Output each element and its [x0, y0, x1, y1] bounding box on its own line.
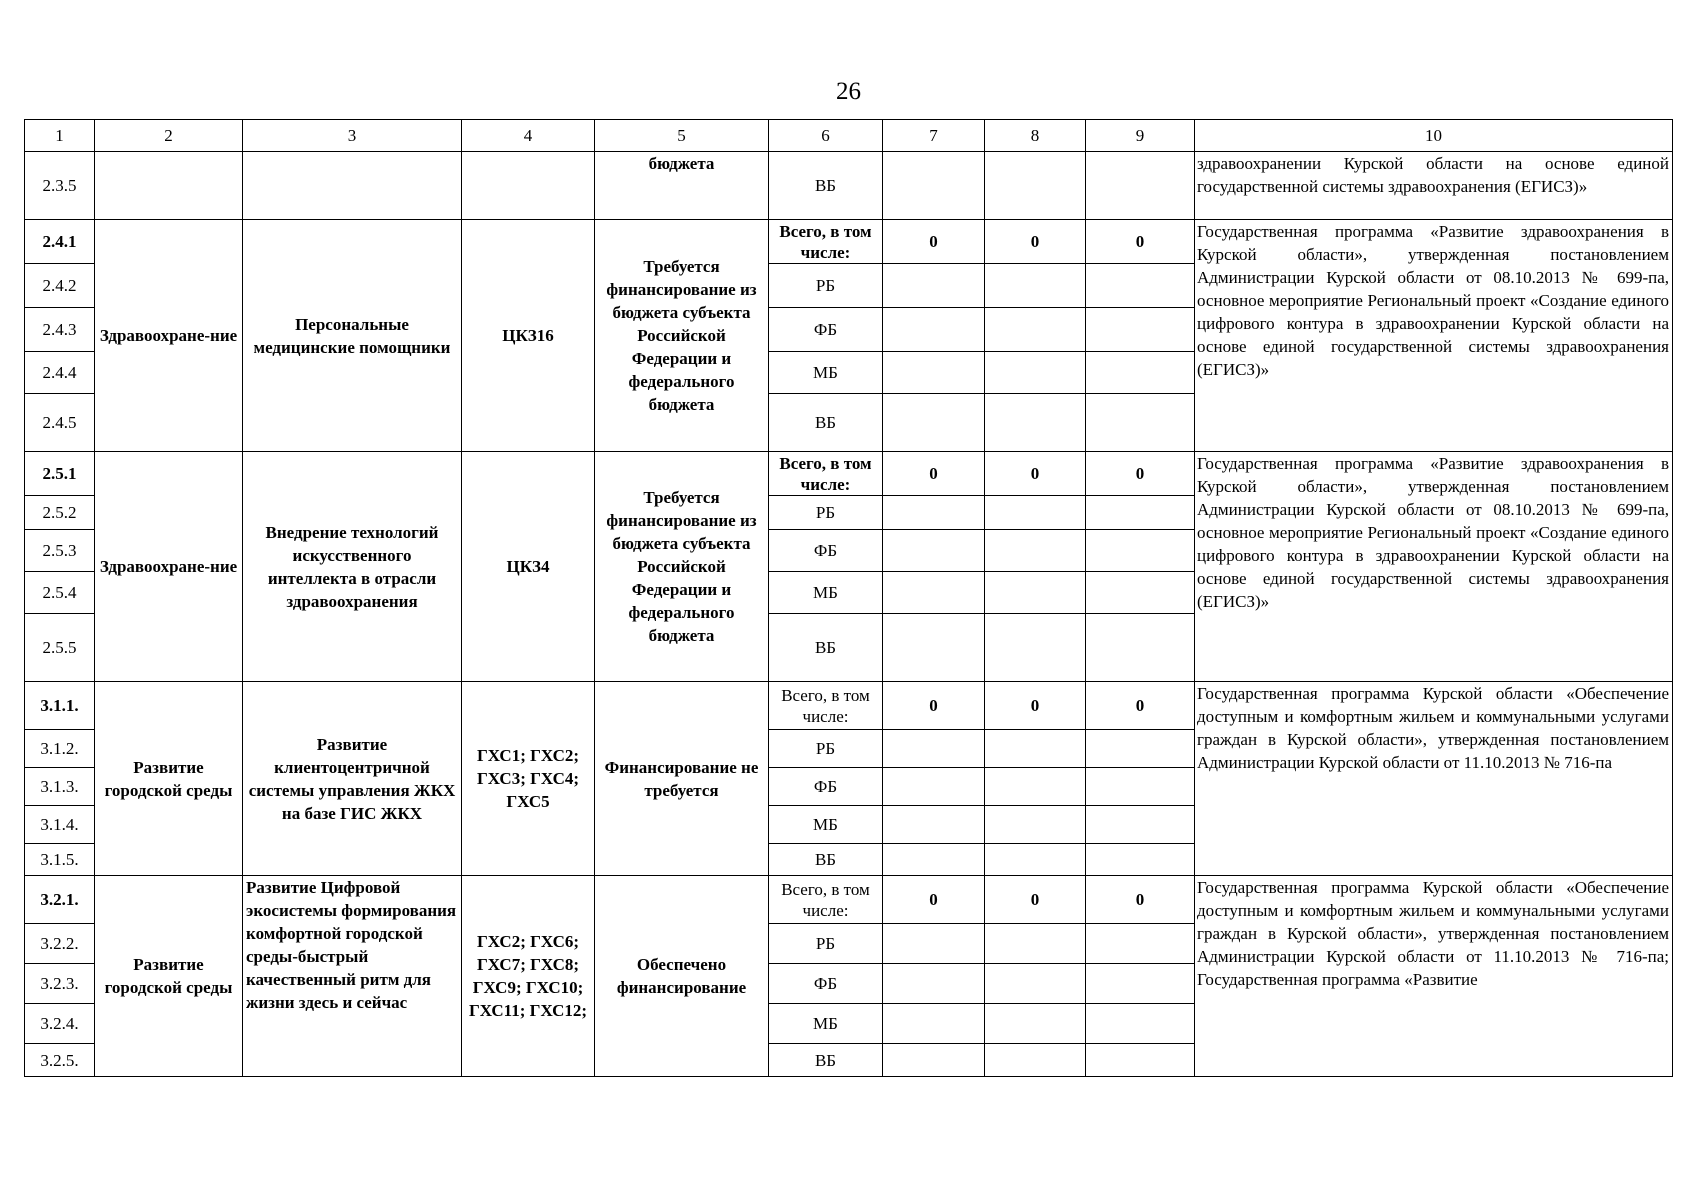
value-cell: [883, 308, 985, 352]
value-cell: [985, 1044, 1086, 1077]
value-cell: [883, 964, 985, 1004]
source-label: РБ: [769, 264, 883, 308]
value-cell: [985, 768, 1086, 806]
source-label: РБ: [769, 924, 883, 964]
value-cell: 0: [985, 682, 1086, 730]
source-label: ВБ: [769, 394, 883, 452]
col-header: 2: [95, 120, 243, 152]
table-row: [25, 452, 1673, 496]
col-header: 5: [595, 120, 769, 152]
value-cell: [1086, 152, 1195, 220]
source-total-label: Всего, в том числе:: [769, 452, 883, 496]
row-number: 3.2.4.: [25, 1004, 95, 1044]
direction-cell: Развитие городской среды: [95, 876, 243, 1077]
table-row: [25, 876, 1673, 924]
code-cell: ЦКЗ16: [462, 220, 595, 452]
source-total-label: Всего, в том числе:: [769, 220, 883, 264]
value-cell: [1086, 730, 1195, 768]
activity-name-cell: Развитие Цифровой экосистемы формирования комфортной городской среды-быстрый качественный ритм для жизни здесь и сейчас: [243, 876, 462, 1077]
value-cell: [883, 394, 985, 452]
value-cell: [985, 572, 1086, 614]
finance-cell: Требуется финансирование из бюджета субъекта Российской Федерации и федерального бюджета: [595, 220, 769, 452]
value-cell: [1086, 844, 1195, 876]
source-label: МБ: [769, 806, 883, 844]
col-header: 3: [243, 120, 462, 152]
row-number: 3.1.2.: [25, 730, 95, 768]
page-number: 26: [836, 78, 861, 105]
value-cell: [1086, 394, 1195, 452]
value-cell: [985, 964, 1086, 1004]
finance-cell: Финансирование не требуется: [595, 682, 769, 876]
value-cell: [883, 730, 985, 768]
value-cell: [985, 152, 1086, 220]
row-number: 3.1.4.: [25, 806, 95, 844]
value-cell: [883, 844, 985, 876]
code-cell: ГХС2; ГХС6; ГХС7; ГХС8; ГХС9; ГХС10; ГХС11; ГХС12;: [462, 876, 595, 1077]
code-cell: [462, 152, 595, 220]
value-cell: [1086, 964, 1195, 1004]
row-number: 2.4.1: [25, 220, 95, 264]
row-number: 3.2.1.: [25, 876, 95, 924]
value-cell: [1086, 530, 1195, 572]
finance-cell: Обеспечено финансирование: [595, 876, 769, 1077]
direction-cell: [95, 152, 243, 220]
source-label: ВБ: [769, 844, 883, 876]
finance-cell: Требуется финансирование из бюджета субъекта Российской Федерации и федерального бюджета: [595, 452, 769, 682]
value-cell: [985, 394, 1086, 452]
value-cell: [1086, 352, 1195, 394]
program-cell: Государственная программа «Развитие здравоохранения в Курской области», утвержденная постановлением Администрации Курской области от 08.10.2013 № 699-па, основное мероприятие Региональный проект «Создание единого цифрового контура в здравоохранении Курской области на основе единой государственной системы здравоохранения (ЕГИСЗ)»: [1195, 220, 1673, 452]
value-cell: [985, 530, 1086, 572]
source-label: ФБ: [769, 530, 883, 572]
value-cell: [985, 844, 1086, 876]
source-total-label: Всего, в том числе:: [769, 682, 883, 730]
value-cell: [1086, 496, 1195, 530]
source-label: РБ: [769, 496, 883, 530]
value-cell: [883, 530, 985, 572]
value-cell: [1086, 806, 1195, 844]
value-cell: 0: [883, 682, 985, 730]
row-number: 2.5.4: [25, 572, 95, 614]
row-number: 3.1.5.: [25, 844, 95, 876]
row-number: 3.2.3.: [25, 964, 95, 1004]
row-number: 2.5.2: [25, 496, 95, 530]
row-number: 2.4.3: [25, 308, 95, 352]
row-number: 2.4.4: [25, 352, 95, 394]
source-label: ВБ: [769, 1044, 883, 1077]
value-cell: [883, 1044, 985, 1077]
header-row: [25, 120, 1673, 152]
activities-table: [24, 119, 1673, 1077]
col-header: 8: [985, 120, 1086, 152]
program-cell: Государственная программа Курской области «Обеспечение доступным и комфортным жильем и коммунальными услугами граждан в Курской области», утвержденная постановлением Администрации Курской области от 11.10.2013 № 716-па: [1195, 682, 1673, 876]
source-label: ФБ: [769, 964, 883, 1004]
source-total-label: Всего, в том числе:: [769, 876, 883, 924]
direction-cell: Здравоохране-ние: [95, 220, 243, 452]
value-cell: [985, 264, 1086, 308]
program-cell: здравоохранении Курской области на основе единой государственной системы здравоохранения (ЕГИСЗ)»: [1195, 152, 1673, 220]
code-cell: ГХС1; ГХС2; ГХС3; ГХС4; ГХС5: [462, 682, 595, 876]
value-cell: [1086, 614, 1195, 682]
value-cell: [883, 806, 985, 844]
value-cell: 0: [883, 876, 985, 924]
row-number: 3.2.2.: [25, 924, 95, 964]
activity-name-cell: Развитие клиентоцентричной системы управления ЖКХ на базе ГИС ЖКХ: [243, 682, 462, 876]
value-cell: 0: [1086, 682, 1195, 730]
value-cell: [985, 614, 1086, 682]
value-cell: 0: [985, 876, 1086, 924]
row-number: 2.4.2: [25, 264, 95, 308]
value-cell: [883, 768, 985, 806]
col-header: 10: [1195, 120, 1673, 152]
value-cell: [883, 614, 985, 682]
activity-name-cell: Внедрение технологий искусственного интеллекта в отрасли здравоохранения: [243, 452, 462, 682]
source-label: ВБ: [769, 614, 883, 682]
value-cell: [985, 352, 1086, 394]
source-label: ФБ: [769, 768, 883, 806]
code-cell: ЦКЗ4: [462, 452, 595, 682]
finance-cell: бюджета: [595, 152, 769, 220]
value-cell: 0: [1086, 220, 1195, 264]
value-cell: [883, 264, 985, 308]
source-label: МБ: [769, 572, 883, 614]
value-cell: [985, 496, 1086, 530]
value-cell: 0: [1086, 876, 1195, 924]
source-cell: ВБ: [769, 152, 883, 220]
value-cell: [883, 352, 985, 394]
value-cell: [883, 1004, 985, 1044]
col-header: 6: [769, 120, 883, 152]
row-number: 3.1.3.: [25, 768, 95, 806]
source-label: ФБ: [769, 308, 883, 352]
value-cell: [1086, 1004, 1195, 1044]
row-number: 3.2.5.: [25, 1044, 95, 1077]
col-header: 9: [1086, 120, 1195, 152]
value-cell: 0: [985, 220, 1086, 264]
value-cell: 0: [1086, 452, 1195, 496]
row-number: 2.5.5: [25, 614, 95, 682]
row-number: 2.5.3: [25, 530, 95, 572]
col-header: 1: [25, 120, 95, 152]
source-label: РБ: [769, 730, 883, 768]
value-cell: [985, 924, 1086, 964]
program-cell: Государственная программа «Развитие здравоохранения в Курской области», утвержденная постановлением Администрации Курской области от 08.10.2013 № 699-па, основное мероприятие Региональный проект «Создание единого цифрового контура в здравоохранении Курской области на основе единой государственной системы здравоохранения (ЕГИСЗ)»: [1195, 452, 1673, 682]
value-cell: [985, 730, 1086, 768]
value-cell: [1086, 924, 1195, 964]
value-cell: [1086, 768, 1195, 806]
value-cell: [985, 806, 1086, 844]
activity-name-cell: Персональные медицинские помощники: [243, 220, 462, 452]
value-cell: [883, 152, 985, 220]
value-cell: [985, 1004, 1086, 1044]
value-cell: [1086, 572, 1195, 614]
value-cell: [883, 924, 985, 964]
name-cell: [243, 152, 462, 220]
value-cell: [1086, 1044, 1195, 1077]
col-header: 7: [883, 120, 985, 152]
value-cell: 0: [883, 452, 985, 496]
row-number: 2.4.5: [25, 394, 95, 452]
value-cell: [883, 496, 985, 530]
table-row: [25, 682, 1673, 730]
value-cell: [883, 572, 985, 614]
value-cell: [1086, 308, 1195, 352]
row-number: 3.1.1.: [25, 682, 95, 730]
table-row: [25, 220, 1673, 264]
col-header: 4: [462, 120, 595, 152]
row-number: 2.5.1: [25, 452, 95, 496]
direction-cell: Развитие городской среды: [95, 682, 243, 876]
value-cell: [985, 308, 1086, 352]
program-cell: Государственная программа Курской области «Обеспечение доступным и комфортным жильем и коммунальными услугами граждан в Курской области», утвержденная постановлением Администрации Курской области от 11.10.2013 № 716-па; Государственная программа «Развитие: [1195, 876, 1673, 1077]
value-cell: 0: [883, 220, 985, 264]
direction-cell: Здравоохране-ние: [95, 452, 243, 682]
value-cell: [1086, 264, 1195, 308]
source-label: МБ: [769, 352, 883, 394]
value-cell: 0: [985, 452, 1086, 496]
source-label: МБ: [769, 1004, 883, 1044]
row-number: 2.3.5: [25, 152, 95, 220]
table-row-continuation: [25, 152, 1673, 220]
